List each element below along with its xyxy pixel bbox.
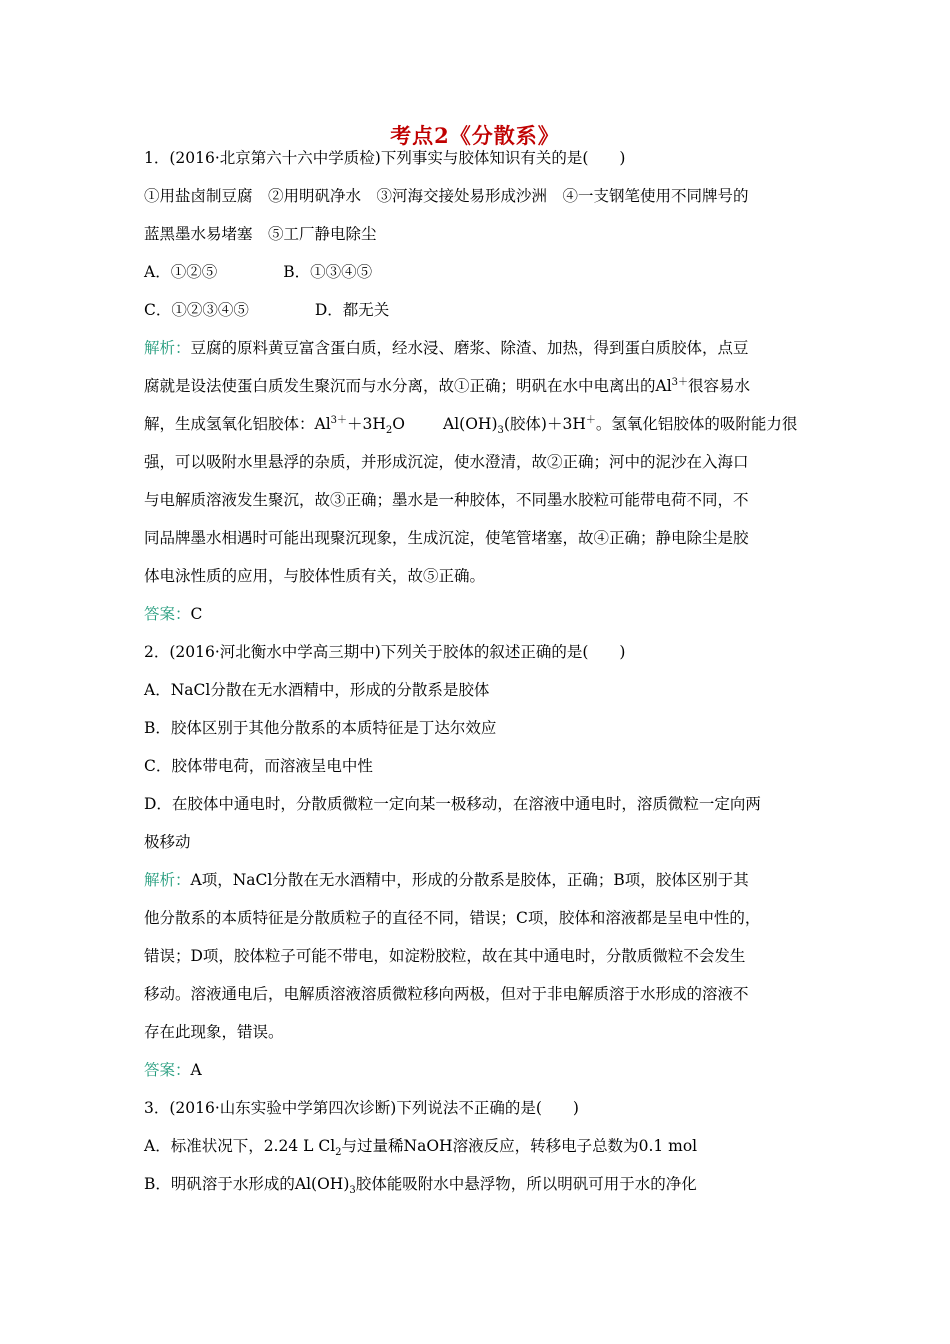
q2-analysis-line2: 他分散系的本质特征是分散质粒子的直径不同，错误；C项，胶体和溶液都是呈电中性的， xyxy=(144,909,761,927)
page-title: 考点2《分散系》 xyxy=(390,123,560,148)
q2-analysis-line4: 移动。溶液通电后，电解质溶液溶质微粒移向两极，但对于非电解质溶于水形成的溶液不 xyxy=(144,985,749,1003)
q2-answer-label: 答案： xyxy=(144,1061,191,1079)
q1-stem: 1．(2016·北京第六十六中学质检)下列事实与胶体知识有关的是( ) xyxy=(144,149,626,167)
q3-option-b: B．明矾溶于水形成的$Al(OH)_3$胶体能吸附水中悬浮物，所以明矾可用于水的净化 xyxy=(144,1175,697,1197)
q2-option-c: C．胶体带电荷，而溶液呈电中性 xyxy=(144,757,373,775)
q2-answer-value: A xyxy=(190,1061,202,1079)
q2-option-b: B．胶体区别于其他分散系的本质特征是丁达尔效应 xyxy=(144,719,497,737)
q1-analysis-line5: 与电解质溶液发生聚沉，故③正确；墨水是一种胶体，不同墨水胶粒可能带电荷不同，不 xyxy=(144,491,749,509)
q2-answer xyxy=(144,1060,202,1080)
q2-analysis-label: 解析： xyxy=(144,871,191,889)
q1-analysis-line1: 解析：豆腐的原料黄豆富含蛋白质，经水浸、磨浆、除渣、加热，得到蛋白质胶体，点豆 xyxy=(144,339,749,357)
q1-answer xyxy=(144,604,202,624)
q2-analysis-line1: 解析：A项，NaCl分散在无水酒精中，形成的分散系是胶体，正确；B项，胶体区别于其 xyxy=(144,871,749,889)
q2-option-a: A．NaCl分散在无水酒精中，形成的分散系是胶体 xyxy=(144,681,490,699)
q1-option-d: D．都无关 xyxy=(314,301,390,319)
q1-analysis-line7: 体电泳性质的应用，与胶体性质有关，故⑤正确。 xyxy=(144,567,486,585)
q2-option-d-line1: D．在胶体中通电时，分散质微粒一定向某一极移动，在溶液中通电时，溶质微粒一定向两 xyxy=(144,795,761,813)
q1-answer-value: C xyxy=(190,605,203,623)
q1-items-line1: ①用盐卤制豆腐 ②用明矾净水 ③河海交接处易形成沙洲 ④一支钢笔使用不同牌号的 xyxy=(144,187,749,205)
q1-options-ab xyxy=(144,262,372,282)
q1-options-cd xyxy=(144,300,389,320)
q1-analysis-label: 解析： xyxy=(144,339,191,357)
q1-analysis-line4: 强，可以吸附水里悬浮的杂质，并形成沉淀，使水澄清，故②正确；河中的泥沙在入海口 xyxy=(144,453,749,471)
q2-stem: 2．(2016·河北衡水中学高三期中)下列关于胶体的叙述正确的是( ) xyxy=(144,643,626,661)
q1-analysis-line3-equation: 解，生成氢氧化铝胶体：$Al^{3+}+3H_2O$ $Al(OH)_3$(胶体)＋3H＋。氢氧化铝胶体的吸附能力很 xyxy=(144,414,798,437)
q1-option-b: B．①③④⑤ xyxy=(283,263,373,281)
q3-option-a: A．标准状况下，2.24 L $Cl_2$与过量稀NaOH溶液反应，转移电子总数为0.1 mol xyxy=(144,1137,698,1159)
q2-option-d-line2: 极移动 xyxy=(144,833,191,851)
q3-stem: 3．(2016·山东实验中学第四次诊断)下列说法不正确的是( ) xyxy=(144,1099,579,1117)
q1-answer-label: 答案： xyxy=(144,605,191,623)
q1-option-a: A．①②⑤ xyxy=(144,263,218,281)
q1-analysis-line2: 腐就是设法使蛋白质发生聚沉而与水分离，故①正确；明矾在水中电离出的$Al^{3+}$很容易水 xyxy=(144,376,751,395)
q1-items-line2: 蓝黑墨水易堵塞 ⑤工厂静电除尘 xyxy=(144,225,377,243)
q1-option-c: C．①②③④⑤ xyxy=(144,301,249,319)
q2-analysis-line5: 存在此现象，错误。 xyxy=(144,1023,284,1041)
q1-analysis-line6: 同品牌墨水相遇时可能出现聚沉现象，生成沉淀，使笔管堵塞，故④正确；静电除尘是胶 xyxy=(144,529,749,547)
q2-analysis-line3: 错误；D项，胶体粒子可能不带电，如淀粉胶粒，故在其中通电时，分散质微粒不会发生 xyxy=(144,947,746,965)
